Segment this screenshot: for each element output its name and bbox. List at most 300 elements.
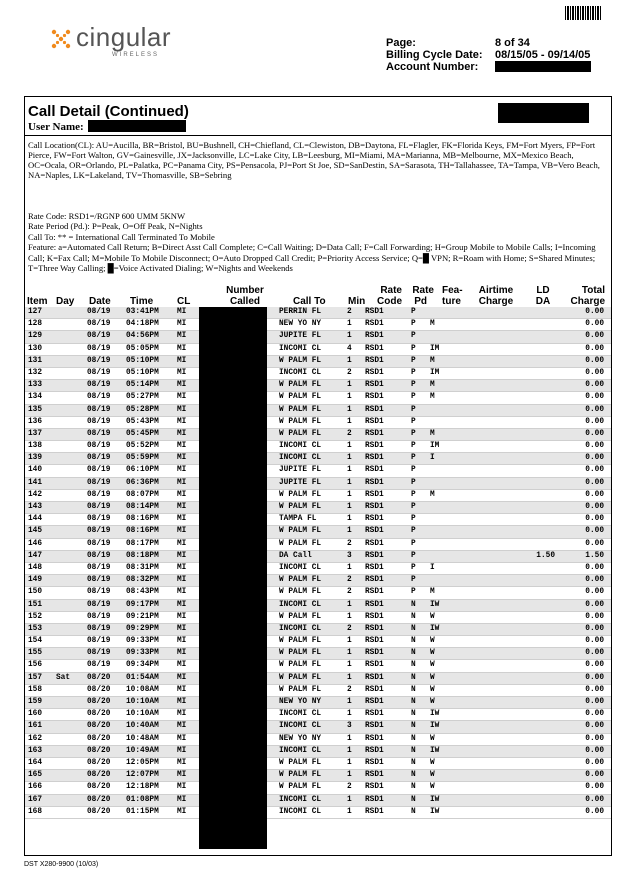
cell-rate-pd: P [411, 503, 416, 511]
cell-call-to: W PALM FL [279, 429, 322, 438]
col-cl: CL [177, 296, 191, 307]
cell-rate-code: RSD1 [365, 661, 384, 670]
table-row [25, 417, 611, 429]
cell-call-to: INCOMI CL [279, 710, 322, 719]
cell-min: 2 [347, 624, 352, 633]
cell-total: 0.00 [585, 624, 604, 633]
cell-date: 08/19 [87, 551, 111, 560]
cell-item: 148 [28, 563, 43, 572]
cell-rate-code: RSD1 [365, 722, 384, 731]
cell-total: 0.00 [585, 588, 604, 597]
cell-item: 135 [28, 405, 43, 414]
cell-rate-pd: P [411, 466, 416, 475]
cell-min: 1 [347, 661, 352, 670]
cell-rate-code: RSD1 [365, 356, 384, 365]
cell-feature: W [430, 783, 435, 792]
cell-item: 162 [28, 734, 43, 743]
cell-total: 0.00 [585, 649, 604, 658]
cell-time: 01:54AM [126, 673, 159, 682]
call-detail-table [25, 307, 611, 819]
cell-cl: MI [177, 381, 187, 390]
cell-call-to: W PALM FL [279, 381, 322, 390]
cell-cl: MI [177, 588, 187, 597]
cell-call-to: W PALM FL [279, 612, 322, 621]
cell-time: 09:34PM [126, 661, 159, 670]
cell-item: 140 [28, 466, 43, 475]
cell-min: 1 [347, 612, 352, 621]
col-total-2: Charge [570, 296, 605, 307]
cell-item: 164 [28, 758, 43, 767]
cell-total: 0.00 [585, 563, 604, 572]
cell-min: 3 [347, 722, 352, 731]
cell-call-to: W PALM FL [279, 588, 322, 597]
cell-date: 08/19 [87, 393, 111, 402]
table-row [25, 795, 611, 807]
cell-rate-pd: N [411, 698, 416, 706]
cell-rate-pd: N [411, 807, 416, 816]
cell-cl: MI [177, 429, 187, 438]
cell-date: 08/19 [87, 381, 111, 390]
cell-min: 2 [347, 783, 352, 792]
cell-feature: IW [430, 710, 440, 719]
cell-rate-code: RSD1 [365, 368, 384, 377]
table-row [25, 465, 611, 477]
cell-min: 1 [347, 734, 352, 743]
cell-item: 147 [28, 551, 43, 560]
cell-call-to: INCOMI CL [279, 624, 322, 633]
cell-cl: MI [177, 563, 187, 572]
cell-call-to: INCOMI CL [279, 454, 322, 463]
cell-min: 1 [347, 771, 352, 780]
cell-call-to: NEW YO NY [279, 320, 322, 329]
cell-call-to: W PALM FL [279, 490, 322, 499]
cell-item: 167 [28, 795, 43, 804]
cell-rate-code: RSD1 [365, 624, 384, 633]
table-row [25, 478, 611, 490]
cell-rate-pd: P [411, 563, 416, 572]
cell-rate-code: RSD1 [365, 600, 384, 609]
cell-cl: MI [177, 368, 187, 377]
cell-item: 130 [28, 344, 43, 353]
table-row [25, 648, 611, 660]
cell-rate-code: RSD1 [365, 503, 384, 511]
cell-feature: M [430, 381, 435, 390]
cell-cl: MI [177, 807, 187, 816]
cell-cl: MI [177, 734, 187, 743]
cell-item: 152 [28, 612, 43, 621]
cell-rate-code: RSD1 [365, 515, 384, 524]
cell-min: 1 [347, 381, 352, 390]
table-row [25, 673, 611, 685]
cell-call-to: PERRIN FL [279, 308, 322, 316]
cell-call-to: W PALM FL [279, 661, 322, 670]
table-row [25, 600, 611, 612]
cell-item: 141 [28, 478, 43, 487]
cell-call-to: JUPITE FL [279, 332, 322, 341]
cell-date: 08/19 [87, 454, 111, 463]
cell-min: 1 [347, 710, 352, 719]
cell-min: 1 [347, 478, 352, 487]
cell-feature: W [430, 758, 435, 767]
cell-cl: MI [177, 624, 187, 633]
col-item: Item [27, 296, 48, 307]
cell-feature: IW [430, 600, 440, 609]
table-row [25, 441, 611, 453]
cell-rate-pd: P [411, 344, 416, 353]
cell-rate-code: RSD1 [365, 490, 384, 499]
cingular-x-icon [50, 28, 72, 50]
billing-cycle-label: Billing Cycle Date: [386, 49, 483, 61]
table-row [25, 575, 611, 587]
cell-date: 08/20 [87, 710, 111, 719]
cell-time: 08:14PM [126, 503, 159, 511]
cell-rate-pd: P [411, 332, 416, 341]
cell-rate-pd: P [411, 527, 416, 536]
cell-cl: MI [177, 661, 187, 670]
cell-time: 09:21PM [126, 612, 159, 621]
col-number-1: Number [226, 285, 264, 296]
cell-time: 06:36PM [126, 478, 159, 487]
col-rate-code-1: Rate [380, 285, 402, 296]
cell-total: 0.00 [585, 783, 604, 792]
cell-cl: MI [177, 600, 187, 609]
cell-call-to: INCOMI CL [279, 600, 322, 609]
cell-total: 0.00 [585, 405, 604, 414]
table-row [25, 721, 611, 733]
cell-time: 05:59PM [126, 454, 159, 463]
cell-time: 04:18PM [126, 320, 159, 329]
cell-min: 1 [347, 673, 352, 682]
cell-call-to: W PALM FL [279, 356, 322, 365]
cell-rate-code: RSD1 [365, 320, 384, 329]
cell-feature: I [430, 563, 435, 572]
cingular-logo [50, 22, 190, 64]
cell-date: 08/19 [87, 405, 111, 414]
cell-total: 0.00 [585, 734, 604, 743]
cell-rate-code: RSD1 [365, 308, 384, 316]
cell-date: 08/19 [87, 527, 111, 536]
cell-min: 2 [347, 539, 352, 548]
cell-item: 132 [28, 368, 43, 377]
cell-item: 157 [28, 673, 43, 682]
table-row [25, 551, 611, 563]
table-row [25, 429, 611, 441]
cell-item: 131 [28, 356, 43, 365]
cell-rate-pd: P [411, 539, 416, 548]
cell-rate-pd: P [411, 429, 416, 438]
cell-date: 08/19 [87, 429, 111, 438]
cell-item: 158 [28, 685, 43, 694]
cell-total: 0.00 [585, 807, 604, 816]
cell-cl: MI [177, 308, 187, 316]
cell-rate-pd: N [411, 637, 416, 646]
title-redaction [498, 103, 589, 123]
cell-rate-code: RSD1 [365, 527, 384, 536]
cell-time: 08:16PM [126, 527, 159, 536]
cell-total: 0.00 [585, 527, 604, 536]
cell-rate-code: RSD1 [365, 381, 384, 390]
cell-min: 1 [347, 320, 352, 329]
table-row [25, 405, 611, 417]
col-ld-2: DA [535, 296, 551, 307]
cell-min: 1 [347, 442, 352, 451]
cell-min: 1 [347, 758, 352, 767]
cell-time: 10:49AM [126, 746, 159, 755]
cell-rate-pd: P [411, 368, 416, 377]
cell-item: 168 [28, 807, 43, 816]
cell-min: 1 [347, 332, 352, 341]
cell-cl: MI [177, 527, 187, 536]
feature-text: Feature: a=Automated Call Return; B=Direct Asst Call Complete; C=Call Waiting; D=Data Call; F=Call Forwarding; H=Group Mobile to Mobile Calls; I=Incoming Call; K=Fax Call; M=Mobile To Mobile Disconnect; O=Auto Dropped Call Credit; P=Priority Access Service; Q=█ VPN; R=Roam with Home; S=Shared Minutes; T=Three Way Calling; █=Voice Activated Dialing; W=Nights and Weekends [28, 242, 596, 274]
table-row [25, 624, 611, 636]
cell-min: 2 [347, 588, 352, 597]
cell-date: 08/19 [87, 539, 111, 548]
cell-rate-code: RSD1 [365, 612, 384, 621]
cell-rate-pd: P [411, 588, 416, 597]
header-values [495, 37, 591, 74]
cell-feature: M [430, 490, 435, 499]
cell-call-to: JUPITE FL [279, 478, 322, 487]
cell-total: 0.00 [585, 490, 604, 499]
cell-rate-code: RSD1 [365, 563, 384, 572]
table-row [25, 307, 611, 319]
cell-total: 0.00 [585, 600, 604, 609]
cell-item: 139 [28, 454, 43, 463]
cell-feature: IM [430, 442, 440, 451]
cell-item: 129 [28, 332, 43, 341]
cell-min: 1 [347, 356, 352, 365]
cell-item: 155 [28, 649, 43, 658]
table-row [25, 563, 611, 575]
cell-feature: IM [430, 344, 440, 353]
cell-min: 1 [347, 795, 352, 804]
cell-time: 01:08PM [126, 795, 159, 804]
col-rate-code-2: Code [377, 296, 402, 307]
table-row [25, 709, 611, 721]
cell-rate-pd: N [411, 624, 416, 633]
cell-call-to: TAMPA FL [279, 515, 317, 524]
cell-min: 2 [347, 576, 352, 585]
cell-cl: MI [177, 466, 187, 475]
cell-total: 0.00 [585, 308, 604, 316]
cell-total: 0.00 [585, 393, 604, 402]
cell-date: 08/19 [87, 490, 111, 499]
rate-code-text: Rate Code: RSD1=/RGNP 600 UMM 5KNW [28, 211, 186, 221]
account-number-label: Account Number: [386, 61, 479, 73]
cell-feature: IW [430, 795, 440, 804]
cell-time: 08:07PM [126, 490, 159, 499]
cell-feature: W [430, 698, 435, 706]
cell-total: 0.00 [585, 673, 604, 682]
cell-feature: W [430, 661, 435, 670]
cell-total: 0.00 [585, 710, 604, 719]
col-total-1: Total [581, 285, 605, 296]
cell-time: 01:15PM [126, 807, 159, 816]
cell-total: 0.00 [585, 685, 604, 694]
cell-item: 154 [28, 637, 43, 646]
cell-total: 0.00 [585, 698, 604, 706]
cell-rate-code: RSD1 [365, 746, 384, 755]
cell-feature: M [430, 356, 435, 365]
table-row [25, 612, 611, 624]
cell-item: 137 [28, 429, 43, 438]
rate-legend [28, 211, 608, 273]
cell-time: 10:10AM [126, 698, 159, 706]
cell-time: 06:10PM [126, 466, 159, 475]
cell-date: 08/20 [87, 673, 111, 682]
cell-rate-code: RSD1 [365, 710, 384, 719]
cell-item: 160 [28, 710, 43, 719]
cell-total: 0.00 [585, 454, 604, 463]
cell-date: 08/19 [87, 356, 111, 365]
cell-date: 08/20 [87, 783, 111, 792]
cell-total: 0.00 [585, 539, 604, 548]
cell-rate-pd: P [411, 320, 416, 329]
col-rate-pd-1: Rate [412, 285, 434, 296]
cell-total: 0.00 [585, 429, 604, 438]
cell-item: 138 [28, 442, 43, 451]
cell-date: 08/20 [87, 758, 111, 767]
cell-feature: W [430, 612, 435, 621]
cell-rate-code: RSD1 [365, 417, 384, 426]
cell-rate-code: RSD1 [365, 807, 384, 816]
cell-call-to: W PALM FL [279, 539, 322, 548]
cell-time: 05:27PM [126, 393, 159, 402]
call-to-text: Call To: ** = International Call Terminated To Mobile [28, 231, 215, 242]
cell-cl: MI [177, 795, 187, 804]
cell-cl: MI [177, 576, 187, 585]
logo-wordmark: cingular [76, 22, 172, 52]
cell-rate-code: RSD1 [365, 673, 384, 682]
cell-min: 2 [347, 429, 352, 438]
cell-call-to: W PALM FL [279, 649, 322, 658]
cell-time: 03:41PM [126, 308, 159, 316]
cell-rate-pd: N [411, 710, 416, 719]
cell-date: 08/19 [87, 368, 111, 377]
cell-cl: MI [177, 356, 187, 365]
cell-cl: MI [177, 649, 187, 658]
cell-cl: MI [177, 612, 187, 621]
cell-rate-code: RSD1 [365, 429, 384, 438]
table-row [25, 636, 611, 648]
call-detail-section [24, 96, 612, 856]
cell-call-to: W PALM FL [279, 771, 322, 780]
cell-date: 08/19 [87, 600, 111, 609]
cell-rate-code: RSD1 [365, 698, 384, 706]
cell-date: 08/19 [87, 442, 111, 451]
cell-feature: M [430, 588, 435, 597]
form-footer: DST X280-9900 (10/03) [24, 861, 99, 868]
cell-date: 08/20 [87, 771, 111, 780]
cell-item: 142 [28, 490, 43, 499]
cell-date: 08/19 [87, 661, 111, 670]
cell-rate-code: RSD1 [365, 649, 384, 658]
col-airtime-1: Airtime [478, 285, 514, 296]
cell-cl: MI [177, 503, 187, 511]
cell-time: 12:05PM [126, 758, 159, 767]
user-name-line [28, 120, 186, 133]
cell-cl: MI [177, 442, 187, 451]
cell-rate-code: RSD1 [365, 758, 384, 767]
cell-item: 165 [28, 771, 43, 780]
cell-time: 09:29PM [126, 624, 159, 633]
cell-date: 08/20 [87, 795, 111, 804]
cell-item: 146 [28, 539, 43, 548]
page-number: 8 of 34 [495, 37, 530, 49]
cell-date: 08/19 [87, 332, 111, 341]
cell-time: 09:17PM [126, 600, 159, 609]
cell-cl: MI [177, 637, 187, 646]
cell-total: 0.00 [585, 758, 604, 767]
cell-item: 150 [28, 588, 43, 597]
cell-call-to: W PALM FL [279, 673, 322, 682]
cell-min: 1 [347, 649, 352, 658]
cell-rate-pd: N [411, 771, 416, 780]
cell-min: 2 [347, 685, 352, 694]
cell-cl: MI [177, 783, 187, 792]
cell-min: 1 [347, 454, 352, 463]
table-row [25, 782, 611, 794]
cell-time: 08:18PM [126, 551, 159, 560]
cell-rate-pd: P [411, 515, 416, 524]
cell-cl: MI [177, 698, 187, 706]
cell-call-to: W PALM FL [279, 417, 322, 426]
cell-call-to: W PALM FL [279, 685, 322, 694]
cell-min: 1 [347, 746, 352, 755]
cell-call-to: W PALM FL [279, 637, 322, 646]
user-name-label: User Name: [28, 121, 84, 133]
cell-cl: MI [177, 710, 187, 719]
table-row [25, 356, 611, 368]
cell-time: 12:07PM [126, 771, 159, 780]
user-name-redaction [88, 120, 186, 132]
table-row [25, 453, 611, 465]
cell-rate-code: RSD1 [365, 551, 384, 560]
cell-min: 4 [347, 344, 352, 353]
cell-min: 2 [347, 308, 352, 316]
cell-min: 1 [347, 393, 352, 402]
cell-rate-pd: P [411, 356, 416, 365]
cell-date: 08/19 [87, 417, 111, 426]
cell-rate-pd: N [411, 661, 416, 670]
cell-ld-da: 1.50 [536, 551, 555, 560]
account-number-redaction [495, 61, 591, 72]
cell-rate-pd: P [411, 405, 416, 414]
cell-call-to: W PALM FL [279, 503, 322, 511]
cell-cl: MI [177, 332, 187, 341]
cell-rate-pd: P [411, 478, 416, 487]
cell-item: 143 [28, 503, 43, 511]
cell-min: 1 [347, 503, 352, 511]
cell-rate-pd: N [411, 795, 416, 804]
cell-time: 12:18PM [126, 783, 159, 792]
cell-cl: MI [177, 478, 187, 487]
cell-date: 08/20 [87, 685, 111, 694]
cell-call-to: DA Call [279, 551, 312, 560]
cell-time: 08:43PM [126, 588, 159, 597]
table-row [25, 807, 611, 819]
cell-min: 1 [347, 515, 352, 524]
cell-call-to: INCOMI CL [279, 722, 322, 731]
cell-date: 08/19 [87, 649, 111, 658]
cell-time: 05:52PM [126, 442, 159, 451]
cell-rate-code: RSD1 [365, 454, 384, 463]
cell-date: 08/20 [87, 734, 111, 743]
cell-feature: W [430, 673, 435, 682]
cell-rate-code: RSD1 [365, 332, 384, 341]
cell-rate-pd: P [411, 490, 416, 499]
number-called-redaction [199, 307, 267, 849]
